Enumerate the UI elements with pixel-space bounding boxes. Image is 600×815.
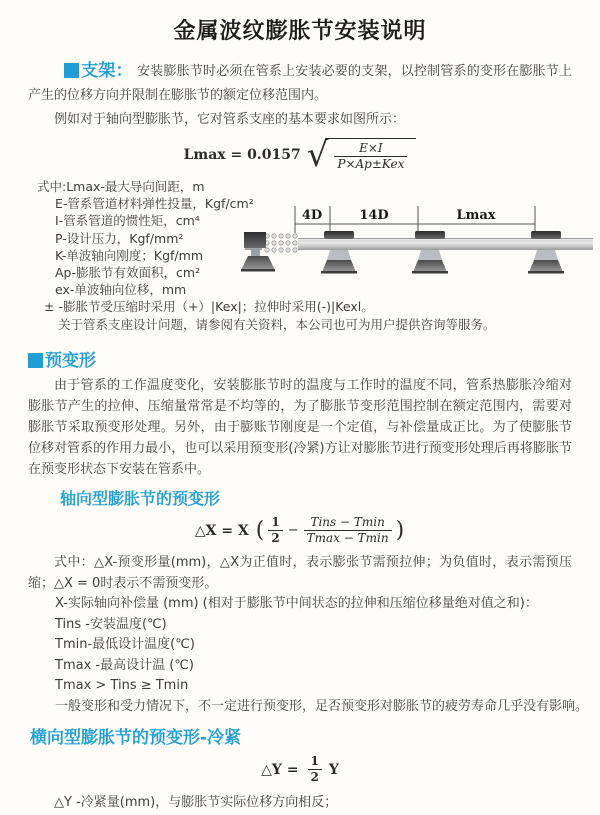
support-example-line: 例如对于轴向型膨胀节，它对管系支座的基本要求如图所示：	[54, 112, 406, 127]
predeform-body: 由于管系的工作温度变化，安装膨胀节时的温度与工作时的温度不同，管系热膨胀冷缩对膨胀节产生的拉伸、压缩量常常是不均等的，为了膨胀节变形范围控制在额定范围内，需要对膨胀节采取预变形处理。另外，由于膨账节刚度是一个定值，与补偿量成正比。为了使膨胀节位移对管系的作用力最小，也可以采用预变形(冷紧)方让对膨胀节进行预变形处理后再将膨胀节在预变形状态下安装在管系中。	[28, 378, 572, 477]
lmax-fraction-numerator: E×I	[359, 141, 383, 155]
support-heading-label: 支架：	[81, 61, 133, 81]
lateral-formula-lhs: △Y =	[261, 761, 299, 778]
half-fraction	[308, 754, 322, 785]
support-section-heading	[64, 61, 133, 81]
definition-line: K-单波轴向刚度；Kgf/mm	[55, 247, 203, 263]
minus-sign: −	[287, 523, 299, 538]
definition-line: I-管系管道的惯性矩，cm⁴	[55, 213, 200, 229]
half-denominator: 2	[308, 769, 322, 785]
definition-line: 一般变形和受力情况下，不一定进行预变形，足否预变形对膨胀节的疲劳寿命几乎没有影响。	[55, 698, 589, 714]
definition-line: P-设计压力，Kgf/mm²	[55, 230, 184, 246]
support-intro-text: 安装膨胀节时必须在管系上安装必要的支架，以控制管系的变形在膨胀节上产生的位移方向并限制在膨胀节的额定位移范围内。	[28, 64, 572, 103]
lateral-subheading: 横向型膨胀节的预变形-冷紧	[30, 728, 242, 748]
dim-label-lmax: Lmax	[456, 208, 496, 223]
definition-line: Tmin-最低设计温度(℃)	[55, 637, 195, 652]
guide-support	[321, 231, 357, 274]
definition-line: Tmax -最高设计温 (℃)	[55, 657, 194, 673]
definition-line: ± -膨胀节受压缩时采用（+）|Kex|；拉伸时采用(-)|Kexl。	[44, 299, 374, 315]
definition-line: X-实际轴向补偿量 (mm) (相对于膨胀节中间状态的拉伸和压缩位移量绝对值之和)：	[55, 596, 538, 611]
definition-line: ex-单波轴向位移，mm	[55, 282, 187, 298]
axial-definitions-list	[28, 594, 589, 717]
dim-label-14d: 14D	[359, 208, 389, 223]
pipe-support-diagram	[241, 202, 597, 302]
lateral-formula	[28, 754, 572, 785]
half-denominator: 2	[268, 530, 282, 546]
definition-line: Tmax > Tins ≥ Tmin	[55, 678, 189, 693]
page-title: 金属波纹膨胀节安装说明	[173, 19, 427, 44]
guide-support	[528, 231, 564, 274]
lmax-formula	[28, 134, 572, 175]
definition-line: E-管系管道材料弹性投量，Kgf/cm²	[55, 196, 254, 212]
axial-explain: 式中：△X-预变形量(mm)，△X为正值时，表示膨张节需预拉伸；为负值时，表示需预压缩；△X = 0时表示不需预变形。	[28, 555, 572, 591]
lmax-fraction	[334, 141, 407, 172]
predeform-heading-label: 预变形	[45, 351, 96, 371]
blue-square-icon	[28, 353, 43, 368]
definition-line: Ap-膨胀节有效面积，cm²	[55, 265, 201, 281]
definitions-and-diagram	[28, 178, 572, 336]
dim-label-4d: 4D	[301, 208, 323, 223]
close-paren: )	[395, 517, 405, 543]
half-numerator: 1	[310, 754, 319, 768]
sqrt-symbol: √	[306, 134, 329, 175]
lmax-fraction-denominator: P×Ap±Kex	[334, 156, 407, 172]
axial-formula-lhs: △X = X	[194, 522, 249, 539]
definition-line: Tins -安装温度(℃)	[55, 616, 167, 632]
lateral-formula-rhs: Y	[328, 761, 339, 778]
guide-support	[412, 231, 448, 274]
definition-line: 关于管系支座设计问题，请参阅有关资料，本公司也可为用户提供咨询等服务。	[58, 316, 496, 332]
blue-square-icon	[64, 63, 79, 78]
axial-subheading: 轴向型膨胀节的预变形	[60, 489, 221, 508]
lateral-note: △Y -冷紧量(mm)，与膨胀节实际位移方向相反；	[54, 795, 338, 810]
half-fraction	[268, 515, 282, 546]
sqrt-radicand	[325, 138, 416, 172]
predeform-section-heading	[28, 346, 572, 371]
open-paren: (	[255, 517, 265, 543]
bellows-icon	[262, 233, 298, 255]
lmax-formula-lhs: Lmax = 0.0157	[183, 147, 301, 163]
half-numerator: 1	[271, 515, 280, 529]
temp-denominator: Tmax − Tmin	[304, 530, 392, 546]
temp-numerator: Tins − Tmin	[310, 515, 385, 529]
axial-formula	[28, 515, 572, 546]
support-intro-paragraph	[28, 59, 572, 108]
temperature-fraction	[304, 515, 392, 546]
definition-line: 式中:Lmax-最大导向间距，m	[37, 179, 205, 194]
